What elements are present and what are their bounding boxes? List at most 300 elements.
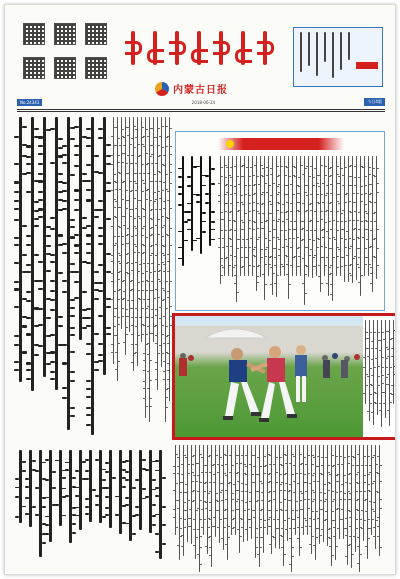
glyph-tick — [236, 473, 238, 474]
glyph-tick — [122, 244, 124, 245]
glyph-tick — [180, 492, 182, 493]
glyph-tick — [370, 332, 372, 333]
qr-code-icon[interactable] — [54, 57, 76, 79]
glyph-tick — [142, 164, 144, 165]
glyph-tick — [360, 519, 362, 520]
glyph-tick — [257, 266, 259, 267]
glyph-tick — [159, 172, 161, 173]
glyph-tick — [301, 509, 303, 510]
glyph-tick — [241, 257, 243, 258]
glyph-tick — [118, 162, 120, 163]
glyph-tick — [146, 153, 148, 154]
glyph-tick — [270, 168, 272, 169]
glyph-tick — [298, 177, 300, 178]
glyph-tick — [318, 276, 320, 277]
glyph-tick — [232, 465, 234, 466]
glyph-tick — [265, 264, 267, 265]
glyph-tick — [151, 154, 153, 155]
glyph-tick — [344, 457, 346, 458]
glyph-tick — [152, 524, 156, 526]
wrestling-photo[interactable] — [175, 316, 363, 437]
glyph-tick — [298, 211, 300, 212]
text-column — [319, 445, 320, 544]
glyph-tick — [285, 230, 287, 231]
glyph-tick — [50, 371, 55, 373]
glyph-tick — [356, 528, 358, 529]
glyph-tick — [52, 487, 56, 489]
glyph-tick — [269, 510, 271, 511]
glyph-tick — [253, 185, 255, 186]
glyph-tick — [123, 181, 125, 182]
glyph-tick — [298, 186, 300, 187]
glyph-tick — [150, 156, 152, 157]
glyph-tick — [201, 527, 203, 528]
glyph-tick — [35, 487, 39, 489]
glyph-tick — [326, 257, 328, 258]
text-column — [91, 117, 94, 435]
glyph-tick — [122, 162, 124, 163]
glyph-tick — [46, 235, 51, 237]
glyph-tick — [86, 199, 91, 201]
glyph-tick — [146, 334, 148, 335]
glyph-tick — [265, 284, 267, 285]
glyph-tick — [358, 248, 360, 249]
glyph-tick — [26, 362, 31, 364]
glyph-tick — [233, 527, 235, 528]
glyph-tick — [62, 477, 66, 479]
glyph-tick — [26, 145, 31, 147]
glyph-tick — [282, 266, 284, 267]
newspaper-name: 内蒙古日报 — [173, 85, 228, 96]
glyph-tick — [292, 510, 294, 511]
glyph-tick — [213, 474, 215, 475]
text-column — [175, 445, 176, 535]
glyph-tick — [300, 547, 302, 548]
glyph-tick — [365, 248, 367, 249]
glyph-tick — [92, 489, 96, 491]
text-column — [381, 320, 382, 427]
glyph-tick — [300, 491, 302, 492]
glyph-tick — [106, 327, 111, 329]
glyph-tick — [285, 212, 287, 213]
glyph-tick — [237, 248, 239, 249]
glyph-tick — [236, 463, 238, 464]
glyph-tick — [146, 237, 148, 238]
feature-banner — [218, 138, 344, 150]
glyph-tick — [192, 464, 194, 465]
glyph-tick — [265, 221, 267, 222]
glyph-tick — [118, 299, 120, 300]
text-column — [191, 156, 193, 251]
text-column — [316, 32, 318, 76]
glyph-tick — [353, 229, 355, 230]
glyph-tick — [226, 167, 228, 168]
glyph-tick — [266, 167, 268, 168]
glyph-tick — [70, 415, 75, 417]
glyph-tick — [142, 253, 144, 254]
glyph-tick — [269, 500, 271, 501]
glyph-tick — [281, 230, 283, 231]
glyph-tick — [313, 457, 315, 458]
glyph-tick — [277, 210, 279, 211]
text-column — [385, 320, 386, 418]
text-column — [355, 445, 356, 552]
glyph-tick — [35, 514, 39, 516]
glyph-tick — [297, 248, 299, 249]
glyph-tick — [145, 496, 149, 498]
glyph-tick — [114, 207, 116, 208]
bottom-headline[interactable] — [19, 450, 169, 570]
glyph-tick — [150, 406, 152, 407]
text-column — [240, 156, 241, 276]
glyph-tick — [35, 470, 39, 472]
glyph-tick — [22, 461, 26, 463]
glyph-tick — [280, 474, 282, 475]
glyph-tick — [390, 367, 392, 368]
second-article-body — [175, 445, 383, 573]
glyph-tick — [151, 227, 153, 228]
glyph-tick — [217, 464, 219, 465]
glyph-tick — [338, 176, 340, 177]
text-column — [335, 445, 336, 560]
glyph-tick — [332, 511, 334, 512]
glyph-tick — [58, 325, 63, 327]
glyph-tick — [221, 212, 223, 213]
glyph-tick — [373, 511, 375, 512]
glyph-tick — [245, 194, 247, 195]
glyph-tick — [276, 510, 278, 511]
glyph-tick — [162, 147, 164, 148]
glyph-tick — [166, 174, 168, 175]
glyph-tick — [187, 219, 191, 221]
glyph-tick — [154, 174, 156, 175]
glyph-tick — [26, 235, 31, 237]
text-column — [157, 117, 158, 390]
glyph-tick — [74, 297, 79, 299]
glyph-tick — [269, 231, 271, 232]
text-column — [343, 445, 344, 539]
glyph-tick — [370, 193, 372, 194]
glyph-tick — [26, 156, 31, 158]
glyph-tick — [380, 508, 382, 509]
glyph-tick — [85, 506, 89, 508]
glyph-tick — [366, 385, 368, 386]
glyph-tick — [14, 208, 19, 210]
glyph-tick — [102, 516, 106, 518]
glyph-tick — [159, 136, 161, 137]
text-column — [149, 450, 152, 533]
glyph-tick — [249, 185, 251, 186]
glyph-tick — [345, 482, 347, 483]
glyph-tick — [374, 367, 376, 368]
newspaper-page — [4, 4, 396, 575]
glyph-tick — [312, 501, 314, 502]
glyph-tick — [131, 270, 133, 271]
glyph-tick — [377, 265, 379, 266]
glyph-tick — [289, 229, 291, 230]
glyph-tick — [317, 194, 319, 195]
glyph-tick — [167, 291, 169, 292]
glyph-tick — [138, 216, 140, 217]
lead-headline[interactable] — [19, 117, 109, 437]
glyph-tick — [382, 332, 384, 333]
glyph-tick — [377, 248, 379, 249]
glyph-tick — [252, 474, 254, 475]
glyph-tick — [336, 509, 338, 510]
glyph-tick — [225, 177, 227, 178]
qr-code-icon[interactable] — [23, 57, 45, 79]
glyph-tick — [216, 455, 218, 456]
glyph-tick — [155, 244, 157, 245]
glyph-tick — [289, 238, 291, 239]
glyph-tick — [95, 504, 99, 506]
glyph-tick — [159, 318, 161, 319]
glyph-tick — [349, 273, 351, 274]
glyph-tick — [313, 185, 315, 186]
glyph-tick — [34, 225, 39, 227]
glyph-tick — [62, 344, 67, 346]
glyph-tick — [125, 471, 129, 473]
glyph-tick — [46, 270, 51, 272]
text-column — [377, 320, 378, 415]
qr-code-icon[interactable] — [85, 57, 107, 79]
glyph-tick — [345, 247, 347, 248]
glyph-tick — [118, 155, 120, 156]
glyph-tick — [356, 474, 358, 475]
glyph-tick — [390, 402, 392, 403]
glyph-tick — [314, 168, 316, 169]
qr-code-icon[interactable] — [85, 23, 107, 45]
glyph-tick — [361, 194, 363, 195]
glyph-tick — [382, 383, 384, 384]
glyph-tick — [366, 374, 368, 375]
glyph-tick — [134, 126, 136, 127]
glyph-tick — [316, 511, 318, 512]
glyph-tick — [177, 457, 179, 458]
glyph-tick — [370, 221, 372, 222]
glyph-tick — [106, 271, 111, 273]
glyph-tick — [142, 290, 144, 291]
glyph-tick — [142, 191, 144, 192]
glyph-tick — [74, 199, 79, 201]
glyph-tick — [366, 332, 368, 333]
glyph-tick — [344, 493, 346, 494]
glyph-tick — [229, 175, 231, 176]
text-column — [129, 450, 132, 541]
glyph-tick — [147, 299, 149, 300]
text-column — [252, 156, 253, 276]
glyph-tick — [147, 371, 149, 372]
glyph-tick — [151, 333, 153, 334]
glyph-tick — [257, 282, 259, 283]
text-column — [300, 32, 302, 72]
glyph-tick — [162, 227, 164, 228]
glyph-tick — [276, 457, 278, 458]
glyph-tick — [305, 482, 307, 483]
glyph-tick — [134, 226, 136, 227]
glyph-tick — [70, 351, 75, 353]
glyph-tick — [234, 275, 236, 276]
glyph-tick — [325, 175, 327, 176]
glyph-tick — [118, 236, 120, 237]
glyph-tick — [155, 379, 157, 380]
glyph-tick — [313, 257, 315, 258]
glyph-tick — [187, 211, 191, 213]
glyph-tick — [292, 547, 294, 548]
glyph-tick — [333, 536, 335, 537]
glyph-tick — [270, 213, 272, 214]
glyph-tick — [281, 536, 283, 537]
glyph-tick — [142, 228, 144, 229]
glyph-tick — [170, 228, 172, 229]
glyph-tick — [286, 194, 288, 195]
glyph-tick — [105, 487, 109, 489]
glyph-tick — [241, 500, 243, 501]
glyph-tick — [345, 167, 347, 168]
glyph-tick — [118, 324, 120, 325]
glyph-tick — [25, 513, 29, 515]
glyph-tick — [337, 256, 339, 257]
glyph-tick — [135, 208, 137, 209]
glyph-tick — [211, 211, 215, 213]
highlighted-photo-story[interactable] — [172, 313, 396, 440]
glyph-tick — [305, 520, 307, 521]
glyph-tick — [155, 309, 157, 310]
text-column — [207, 445, 208, 554]
glyph-tick — [154, 326, 156, 327]
glyph-tick — [70, 174, 75, 176]
glyph-tick — [284, 490, 286, 491]
glyph-tick — [74, 189, 79, 191]
glyph-tick — [300, 454, 302, 455]
featured-article-body — [220, 156, 380, 306]
qr-code-icon[interactable] — [54, 23, 76, 45]
glyph-tick — [353, 239, 355, 240]
glyph-tick — [261, 500, 263, 501]
text-column — [232, 156, 233, 277]
glyph-tick — [187, 176, 191, 178]
glyph-tick — [166, 189, 168, 190]
glyph-tick — [290, 265, 292, 266]
glyph-tick — [166, 281, 168, 282]
text-column — [324, 32, 326, 62]
glyph-tick — [285, 529, 287, 530]
glyph-tick — [126, 263, 128, 264]
glyph-tick — [269, 544, 271, 545]
glyph-tick — [125, 497, 129, 499]
glyph-tick — [249, 519, 251, 520]
glyph-tick — [277, 176, 279, 177]
text-column — [340, 32, 342, 70]
glyph-tick — [366, 229, 368, 230]
glyph-tick — [38, 308, 43, 310]
glyph-tick — [22, 470, 26, 472]
glyph-tick — [142, 235, 144, 236]
glyph-tick — [374, 212, 376, 213]
glyph-tick — [106, 190, 111, 192]
glyph-tick — [348, 491, 350, 492]
glyph-tick — [361, 275, 363, 276]
glyph-tick — [264, 456, 266, 457]
glyph-tick — [262, 192, 264, 193]
glyph-tick — [55, 504, 59, 506]
glyph-tick — [233, 518, 235, 519]
glyph-tick — [241, 455, 243, 456]
glyph-tick — [202, 231, 206, 233]
glyph-tick — [341, 238, 343, 239]
glyph-tick — [163, 316, 165, 317]
glyph-tick — [362, 167, 364, 168]
glyph-tick — [260, 547, 262, 548]
glyph-tick — [34, 254, 39, 256]
qr-code-icon[interactable] — [23, 23, 45, 45]
glyph-tick — [225, 464, 227, 465]
glyph-tick — [22, 254, 27, 256]
glyph-tick — [143, 146, 145, 147]
glyph-tick — [230, 167, 232, 168]
glyph-tick — [154, 192, 156, 193]
glyph-tick — [281, 212, 283, 213]
glyph-tick — [62, 190, 67, 192]
glyph-tick — [204, 519, 206, 520]
glyph-tick — [342, 175, 344, 176]
glyph-tick — [269, 517, 271, 518]
glyph-tick — [282, 204, 284, 205]
glyph-tick — [240, 463, 242, 464]
glyph-tick — [150, 398, 152, 399]
glyph-tick — [200, 536, 202, 537]
glyph-tick — [209, 482, 211, 483]
glyph-tick — [114, 316, 116, 317]
glyph-tick — [324, 520, 326, 521]
glyph-tick — [312, 464, 314, 465]
glyph-tick — [151, 245, 153, 246]
text-column — [231, 445, 232, 535]
glyph-tick — [329, 221, 331, 222]
glyph-tick — [135, 479, 139, 481]
glyph-tick — [181, 474, 183, 475]
text-column — [287, 445, 288, 541]
glyph-tick — [62, 397, 67, 399]
text-column — [267, 445, 268, 535]
glyph-tick — [280, 502, 282, 503]
glyph-tick — [298, 247, 300, 248]
glyph-tick — [143, 226, 145, 227]
text-column — [275, 445, 276, 548]
glyph-tick — [170, 146, 172, 147]
glyph-tick — [70, 236, 75, 238]
glyph-tick — [178, 204, 182, 206]
glyph-tick — [138, 335, 140, 336]
glyph-tick — [85, 478, 89, 480]
glyph-tick — [234, 193, 236, 194]
glyph-tick — [143, 398, 145, 399]
text-column — [139, 450, 142, 530]
glyph-tick — [82, 227, 87, 229]
glyph-tick — [306, 210, 308, 211]
glyph-tick — [332, 491, 334, 492]
glyph-tick — [357, 546, 359, 547]
glyph-tick — [257, 457, 259, 458]
glyph-tick — [366, 221, 368, 222]
featured-article-box[interactable] — [175, 131, 385, 311]
glyph-tick — [269, 464, 271, 465]
glyph-tick — [220, 457, 222, 458]
glyph-tick — [98, 354, 103, 356]
glyph-tick — [349, 238, 351, 239]
text-column — [211, 445, 212, 567]
glyph-tick — [378, 376, 380, 377]
